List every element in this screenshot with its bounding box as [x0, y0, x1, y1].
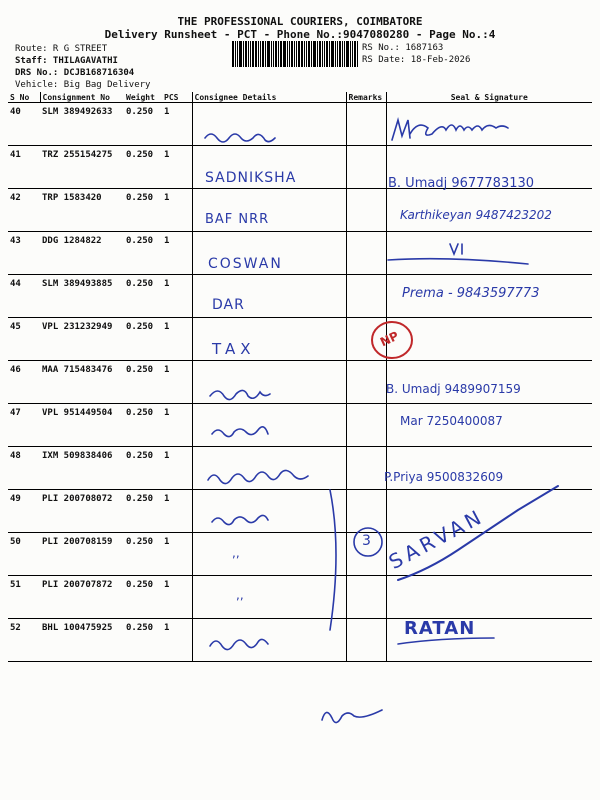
- cell-pcs: 1: [162, 275, 192, 318]
- cell-weight: 0.250: [124, 103, 162, 146]
- rs-number: RS No.: 1687163: [362, 43, 444, 53]
- col-consignee: Consignee Details: [192, 92, 346, 103]
- col-weight: Weight: [124, 92, 162, 103]
- ditto-51: ,,: [236, 588, 244, 602]
- cell-pcs: 1: [162, 490, 192, 533]
- cell-weight: 0.250: [124, 404, 162, 447]
- cell-consignment: PLI 200707872: [40, 576, 124, 619]
- consignee-47-scribble: [212, 427, 268, 437]
- cell-weight: 0.250: [124, 576, 162, 619]
- cell-pcs: 1: [162, 232, 192, 275]
- signature-52: RATAN: [404, 618, 476, 639]
- cell-consignment: PLI 200708072: [40, 490, 124, 533]
- footer-initials: [322, 710, 382, 723]
- signature-46: B. Umadj 9489907159: [386, 382, 521, 396]
- cell-pcs: 1: [162, 404, 192, 447]
- consignee-49-scribble: [212, 515, 268, 524]
- cell-weight: 0.250: [124, 447, 162, 490]
- ditto-50: ,,: [232, 546, 240, 560]
- cell-pcs: 1: [162, 447, 192, 490]
- col-remarks: Remarks: [346, 92, 386, 103]
- signature-49-51-text: SARVAN: [384, 503, 489, 574]
- cell-sno: 42: [8, 189, 40, 232]
- cell-sno: 50: [8, 533, 40, 576]
- cell-weight: 0.250: [124, 146, 162, 189]
- initials-43: [450, 244, 462, 254]
- cell-weight: 0.250: [124, 490, 162, 533]
- cell-consignment: VPL 231232949: [40, 318, 124, 361]
- cell-sno: 48: [8, 447, 40, 490]
- cell-sno: 41: [8, 146, 40, 189]
- consignee-45-hw: TAX: [212, 340, 256, 358]
- signature-48: P.Priya 9500832609: [384, 470, 504, 484]
- signature-42: Karthikeyan 9487423202: [400, 208, 552, 222]
- route-label: Route: R G STREET: [15, 44, 108, 54]
- cell-consignment: SLM 389493885: [40, 275, 124, 318]
- cell-pcs: 1: [162, 619, 192, 662]
- consignee-44-hw: DAR: [212, 297, 245, 313]
- signature-44: Prema - 9843597773: [402, 286, 540, 301]
- signature-41: B. Umadj 9677783130: [388, 176, 535, 191]
- cell-pcs: 1: [162, 533, 192, 576]
- drs-label: DRS No.:: [15, 68, 59, 78]
- consignee-48-scribble: [208, 470, 308, 483]
- cell-consignment: PLI 200708159: [40, 533, 124, 576]
- consignee-46-scribble: [210, 390, 270, 399]
- consignee-40-scribble: [205, 134, 275, 142]
- cell-weight: 0.250: [124, 189, 162, 232]
- cell-consignment: MAA 715483476: [40, 361, 124, 404]
- vehicle-label: Vehicle: Big Bag Delivery: [15, 80, 151, 90]
- cell-weight: 0.250: [124, 533, 162, 576]
- cell-sno: 44: [8, 275, 40, 318]
- cell-consignment: DDG 1284822: [40, 232, 124, 275]
- cell-sno: 46: [8, 361, 40, 404]
- cell-pcs: 1: [162, 189, 192, 232]
- col-pcs: PCS: [162, 92, 192, 103]
- drs-value: DCJB168716304: [63, 68, 135, 78]
- cell-weight: 0.250: [124, 361, 162, 404]
- document-subtitle: Delivery Runsheet - PCT - Phone No.:9047080280 - Page No.:4: [104, 28, 496, 41]
- cell-sno: 40: [8, 103, 40, 146]
- cell-weight: 0.250: [124, 232, 162, 275]
- cell-pcs: 1: [162, 361, 192, 404]
- consignee-42-hw: BAF NRR: [205, 212, 270, 227]
- cell-consignment: SLM 389492633: [40, 103, 124, 146]
- cell-consignment: VPL 951449504: [40, 404, 124, 447]
- consignee-43-hw: COSWAN: [208, 256, 283, 272]
- cell-pcs: 1: [162, 103, 192, 146]
- cell-sno: 49: [8, 490, 40, 533]
- cell-sno: 51: [8, 576, 40, 619]
- cell-weight: 0.250: [124, 619, 162, 662]
- signature-40: [392, 120, 508, 140]
- consignee-52-scribble: [210, 639, 268, 649]
- staff-label: Staff: THILAGAVATHI: [15, 56, 118, 66]
- consignee-41-hw: SADNIKSHA: [205, 170, 297, 186]
- cell-consignment: BHL 100475925: [40, 619, 124, 662]
- cell-weight: 0.250: [124, 275, 162, 318]
- strikeout-43: [388, 259, 528, 264]
- cell-consignment: TRP 1583420: [40, 189, 124, 232]
- group-count: 3: [362, 533, 371, 549]
- cell-sno: 45: [8, 318, 40, 361]
- cell-pcs: 1: [162, 576, 192, 619]
- cell-consignment: IXM 509838406: [40, 447, 124, 490]
- cell-sno: 43: [8, 232, 40, 275]
- np-stamp: NP: [377, 328, 401, 350]
- cell-consignment: TRZ 255154275: [40, 146, 124, 189]
- cell-sno: 52: [8, 619, 40, 662]
- col-seal: Seal & Signature: [386, 92, 592, 103]
- signature-47: Mar 7250400087: [400, 414, 503, 428]
- cell-sno: 47: [8, 404, 40, 447]
- document-title: THE PROFESSIONAL COURIERS, COIMBATORE: [177, 15, 423, 28]
- cell-pcs: 1: [162, 318, 192, 361]
- col-sno: S No: [8, 92, 40, 103]
- cell-pcs: 1: [162, 146, 192, 189]
- rs-date: RS Date: 18-Feb-2026: [362, 55, 471, 65]
- col-consignment: Consignment No: [40, 92, 124, 103]
- group-bracket: [330, 490, 336, 630]
- cell-weight: 0.250: [124, 318, 162, 361]
